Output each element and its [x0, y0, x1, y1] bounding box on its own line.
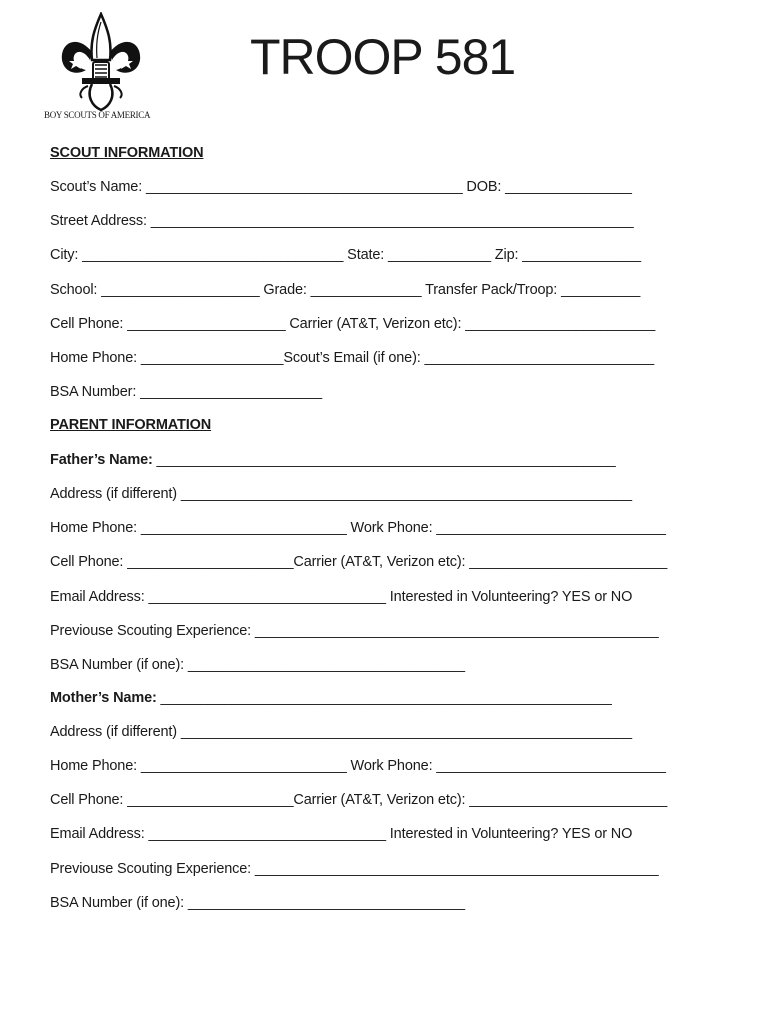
- street-address-field[interactable]: Street Address: _____________________________________________________________: [50, 213, 634, 229]
- father-name-field[interactable]: [50, 451, 616, 469]
- mother-bsa-number-field[interactable]: BSA Number (if one): ___________________________________: [50, 895, 465, 911]
- father-name-blank[interactable]: __________________________________________________________: [152, 452, 616, 468]
- mother-cell-field[interactable]: Cell Phone: _____________________Carrier (AT&T, Verizon etc): _________________________: [50, 792, 668, 808]
- logo-caption: BOY SCOUTS OF AMERICA: [44, 110, 151, 120]
- father-phones-field[interactable]: Home Phone: __________________________ Work Phone: _____________________________: [50, 520, 666, 536]
- father-cell-field[interactable]: Cell Phone: _____________________Carrier (AT&T, Verizon etc): _________________________: [50, 554, 668, 570]
- mother-name-blank[interactable]: _________________________________________________________: [156, 690, 612, 706]
- mother-address-field[interactable]: Address (if different) _________________________________________________________: [50, 724, 632, 740]
- father-address-field[interactable]: Address (if different) _________________________________________________________: [50, 486, 632, 502]
- mother-phones-field[interactable]: Home Phone: __________________________ Work Phone: _____________________________: [50, 758, 666, 774]
- scout-bsa-number-field[interactable]: BSA Number: _______________________: [50, 384, 323, 400]
- parent-info-heading: PARENT INFORMATION: [50, 417, 212, 433]
- father-bsa-number-field[interactable]: BSA Number (if one): ___________________________________: [50, 657, 465, 673]
- school-grade-field[interactable]: School: ____________________ Grade: ______________ Transfer Pack/Troop: __________: [50, 282, 641, 298]
- city-state-zip-field[interactable]: City: _________________________________ State: _____________ Zip: _______________: [50, 247, 641, 263]
- mother-name-label: Mother’s Name:: [50, 690, 157, 706]
- scout-name-dob-field[interactable]: Scout’s Name: ________________________________________ DOB: ________________: [50, 179, 632, 195]
- mother-name-field[interactable]: [50, 689, 612, 707]
- scout-home-phone-email-field[interactable]: Home Phone: __________________Scout’s Email (if one): _____________________________: [50, 350, 655, 366]
- mother-experience-field[interactable]: Previouse Scouting Experience: ___________________________________________________: [50, 861, 659, 877]
- mother-email-field[interactable]: Email Address: ______________________________ Interested in Volunteering? YES or NO: [50, 826, 633, 842]
- father-email-field[interactable]: Email Address: ______________________________ Interested in Volunteering? YES or NO: [50, 589, 633, 605]
- scout-info-heading: SCOUT INFORMATION: [50, 145, 204, 161]
- scout-cell-phone-field[interactable]: Cell Phone: ____________________ Carrier (AT&T, Verizon etc): ________________________: [50, 316, 656, 332]
- father-name-label: Father’s Name:: [50, 452, 153, 468]
- fleur-de-lis-icon: [56, 12, 146, 112]
- bsa-logo: [44, 12, 160, 120]
- father-experience-field[interactable]: Previouse Scouting Experience: ___________________________________________________: [50, 623, 659, 639]
- page-title: TROOP 581: [250, 29, 516, 85]
